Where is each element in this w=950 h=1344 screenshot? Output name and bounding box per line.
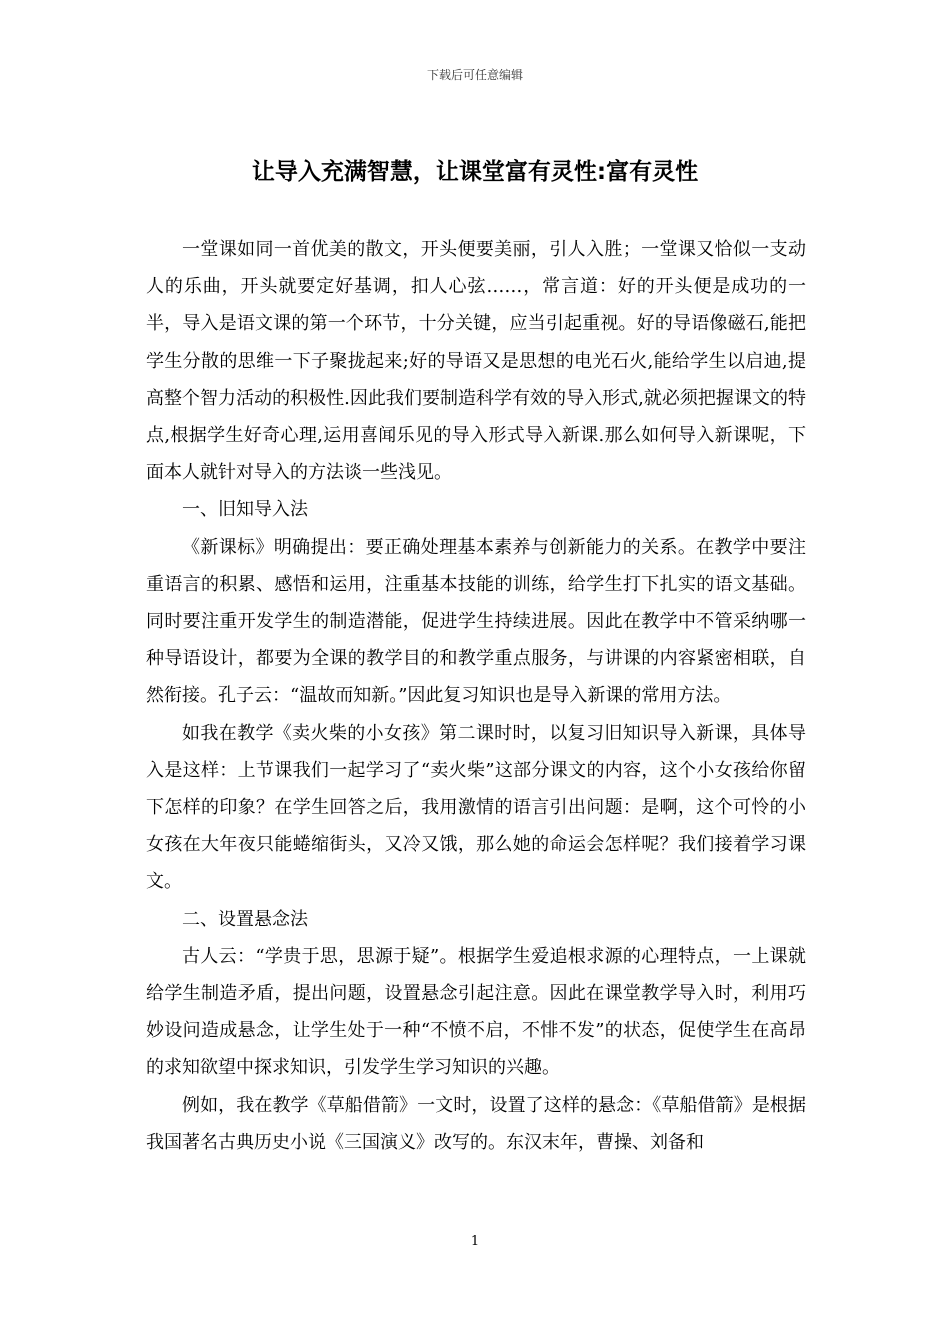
section-heading-1: 一、旧知导入法 — [182, 499, 308, 521]
section-heading-2: 二、设置悬念法 — [182, 908, 308, 930]
paragraph-section-1-a: 《新课标》明确提出：要正确处理基本素养与创新能力的关系。在教学中要注重语言的积累、感悟和运用，注重基本技能的训练，给学生打下扎实的语文基础。同时要注重开发学生的制造潜能，促进学生持续进展。因此在教学中不管采纳哪一种导语设计，都要为全课的教学目的和教学重点服务，与讲课的内容紧密相联，自然衔接。孔子云：“温故而知新。”因此复习知识也是导入新课的常用方法。 — [146, 536, 806, 707]
document-body — [146, 231, 806, 1161]
page-header-note: 下载后可任意编辑 — [426, 68, 523, 82]
paragraph-section-2-a: 古人云：“学贵于思，思源于疑”。根据学生爱追根求源的心理特点，一上课就给学生制造矛盾，提出问题，设置悬念引起注意。因此在课堂教学导入时，利用巧妙设问造成悬念，让学生处于一种“不愤不启，不悱不发”的状态，促使学生在高昂的求知欲望中探求知识，引发学生学习知识的兴趣。 — [146, 945, 806, 1079]
paragraph-section-1-b: 如我在教学《卖火柴的小女孩》第二课时时，以复习旧知识导入新课，具体导入是这样：上节课我们一起学习了“卖火柴”这部分课文的内容，这个小女孩给你留下怎样的印象？在学生回答之后，我用激情的语言引出问题：是啊，这个可怜的小女孩在大年夜只能蜷缩街头，又冷又饿，那么她的命运会怎样呢？我们接着学习课文。 — [146, 722, 806, 893]
paragraph-intro: 一堂课如同一首优美的散文，开头便要美丽，引人入胜；一堂课又恰似一支动人的乐曲，开头就要定好基调，扣人心弦……，常言道：好的开头便是成功的一半，导入是语文课的第一个环节，十分关键，应当引起重视。好的导语像磁石,能把学生分散的思维一下子聚拢起来;好的导语又是思想的电光石火,能给学生以启迪,提高整个智力活动的积极性.因此我们要制造科学有效的导入形式,就必须把握课文的特点,根据学生好奇心理,运用喜闻乐见的导入形式导入新课.那么如何导入新课呢，下面本人就针对导入的方法谈一些浅见。 — [146, 239, 806, 484]
document-title: 让导入充满智慧，让课堂富有灵性:富有灵性 — [251, 159, 699, 185]
paragraph-section-2-b: 例如，我在教学《草船借箭》一文时，设置了这样的悬念：《草船借箭》是根据我国著名古典历史小说《三国演义》改写的。东汉末年，曹操、刘备和 — [146, 1094, 806, 1153]
page-number: 1 — [470, 1234, 480, 1249]
